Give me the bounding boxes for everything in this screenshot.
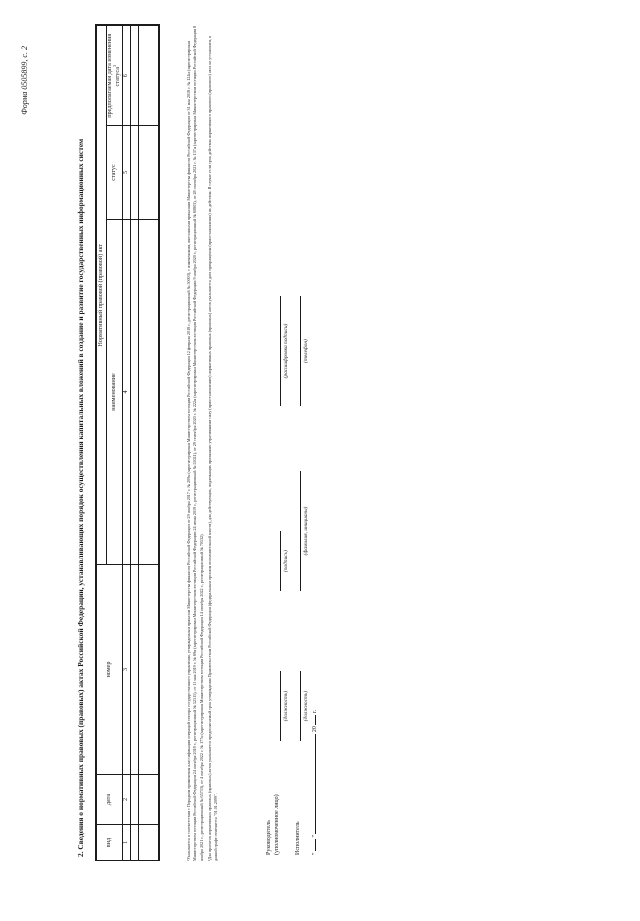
date-year-blank [315,715,316,725]
head-signature-line [280,531,281,591]
empty-cell [139,126,159,220]
empty-cell [131,825,139,861]
empty-cell [131,25,139,125]
footnotes [186,25,222,861]
empty-cell [139,25,159,125]
form-number: Форма 0505899, с. 2 [20,46,29,115]
section-heading: 2. Сведения о нормативных правовых (правовых) актах Российской Федерации, устанавливающих порядок осуществления капитальных вложений в создание и развитие государственных информационных систем [76,138,85,857]
header-predpolagaemaya [106,25,123,125]
column-number-4: 4 [123,220,131,565]
date-quote-open: " [312,852,318,855]
date-day-blank [315,839,316,851]
header-vid: вид [96,825,123,861]
footnote-1: ¹Указывается в соответствии с Порядком применения классификации операций сектора государственного управления, утвержденным приказом Министерства финансов Российской Федерации от 29 ноября 2017 г. № 209н (зарегистрирован Министерством юстиции Российской Федерации 12 февраля 2018 г., регистрационный № 50003), с изменениями, внесенными приказами Министерства финансов Российской Федерации от 31 мая 2018 г. № 124н (зарегистрирован Министерством юстиции Российской Федерации 24 октября 2018 г., регистрационный № 52511), от 11 мая 2019 г. № 69н (зарегистрирован Министерством юстиции Российской Федерации 24 июня 2019 г., регистрационный № 55021), от 29 сентября 2020 г. № 222н (зарегистрирован Министерством юстиции Российской Федерации 9 ноября 2020 г., регистрационный № 60803), от 28 сентября 2021 г. № 137н (зарегистрирован Министерством юстиции Российской Федерации 8 ноября 2021 г., регистрационный № 65733), от 4 октября 2022 г. № 177н (зарегистрирован Министерством юстиции Российской Федерации 14 октября 2022 г., регистрационный № 70532). [186,25,204,861]
header-predpolagaemaya-line1: предполагаемая дата изменения [105,33,113,118]
footnote-mark: 3 [112,65,118,68]
empty-cell [131,220,139,565]
empty-cell [131,775,139,825]
head-signature-caption: (подпись) [283,550,289,572]
date-month-blank [315,734,316,834]
empty-cell [139,565,159,775]
executor-phone-line [300,296,301,406]
header-group-npa: Нормативный правовой (правовой) акт [96,25,106,564]
head-decoding-line [280,296,281,406]
header-naimenovanie: наименование [106,220,123,565]
empty-cell [131,565,139,775]
column-number-3: 3 [123,565,131,775]
normative-acts-table [95,24,160,861]
date-year-suffix: г. [312,709,318,714]
executor-phone-caption: (телефон) [303,339,309,363]
column-number-5: 5 [123,126,131,220]
header-status: статус [106,126,123,220]
date-quote-close: " [312,835,318,838]
date-year-prefix: 20 [312,726,318,733]
column-number-2: 2 [123,775,131,825]
executor-position-caption: (должность) [303,690,309,722]
head-position-caption: (должность) [283,690,289,722]
executor-name-caption: (фамилия, инициалы) [303,506,309,556]
head-sublabel: (уполномоченное лицо) [273,794,280,855]
executor-position-line [300,671,301,741]
header-data: дата [96,775,123,825]
footnote-3: ³Для проектов нормативных правовых (правовых) актов указывается предполагаемый срок утверждения Правительством Российской Федерации (федеральным органом исполнительной власти), для действующих, подлежащих признанию утратившими силу (приостановлению) нормативных правовых (правовых) актов указывается дата прекращения (приостановления) их действия. В случае если срок действия нормативного правового (правового) акта не установлен, в данной графе отмечается "01.01.2099". [207,36,219,861]
head-label: Руководитель [266,820,272,855]
header-predpolagaemaya-line2: статуса [114,67,122,87]
empty-cell [139,825,159,861]
column-number-6: 6 [123,25,131,125]
empty-cell [131,126,139,220]
executor-label: Исполнитель [295,821,301,855]
head-label-block [266,794,281,855]
head-decoding-caption: (расшифровка подписи) [283,323,289,379]
empty-cell [139,220,159,565]
header-nomer: номер [96,565,123,775]
executor-name-line [300,471,301,591]
date-line [312,710,320,855]
head-position-line [280,671,281,741]
column-number-1: 1 [123,825,131,861]
empty-cell [139,775,159,825]
